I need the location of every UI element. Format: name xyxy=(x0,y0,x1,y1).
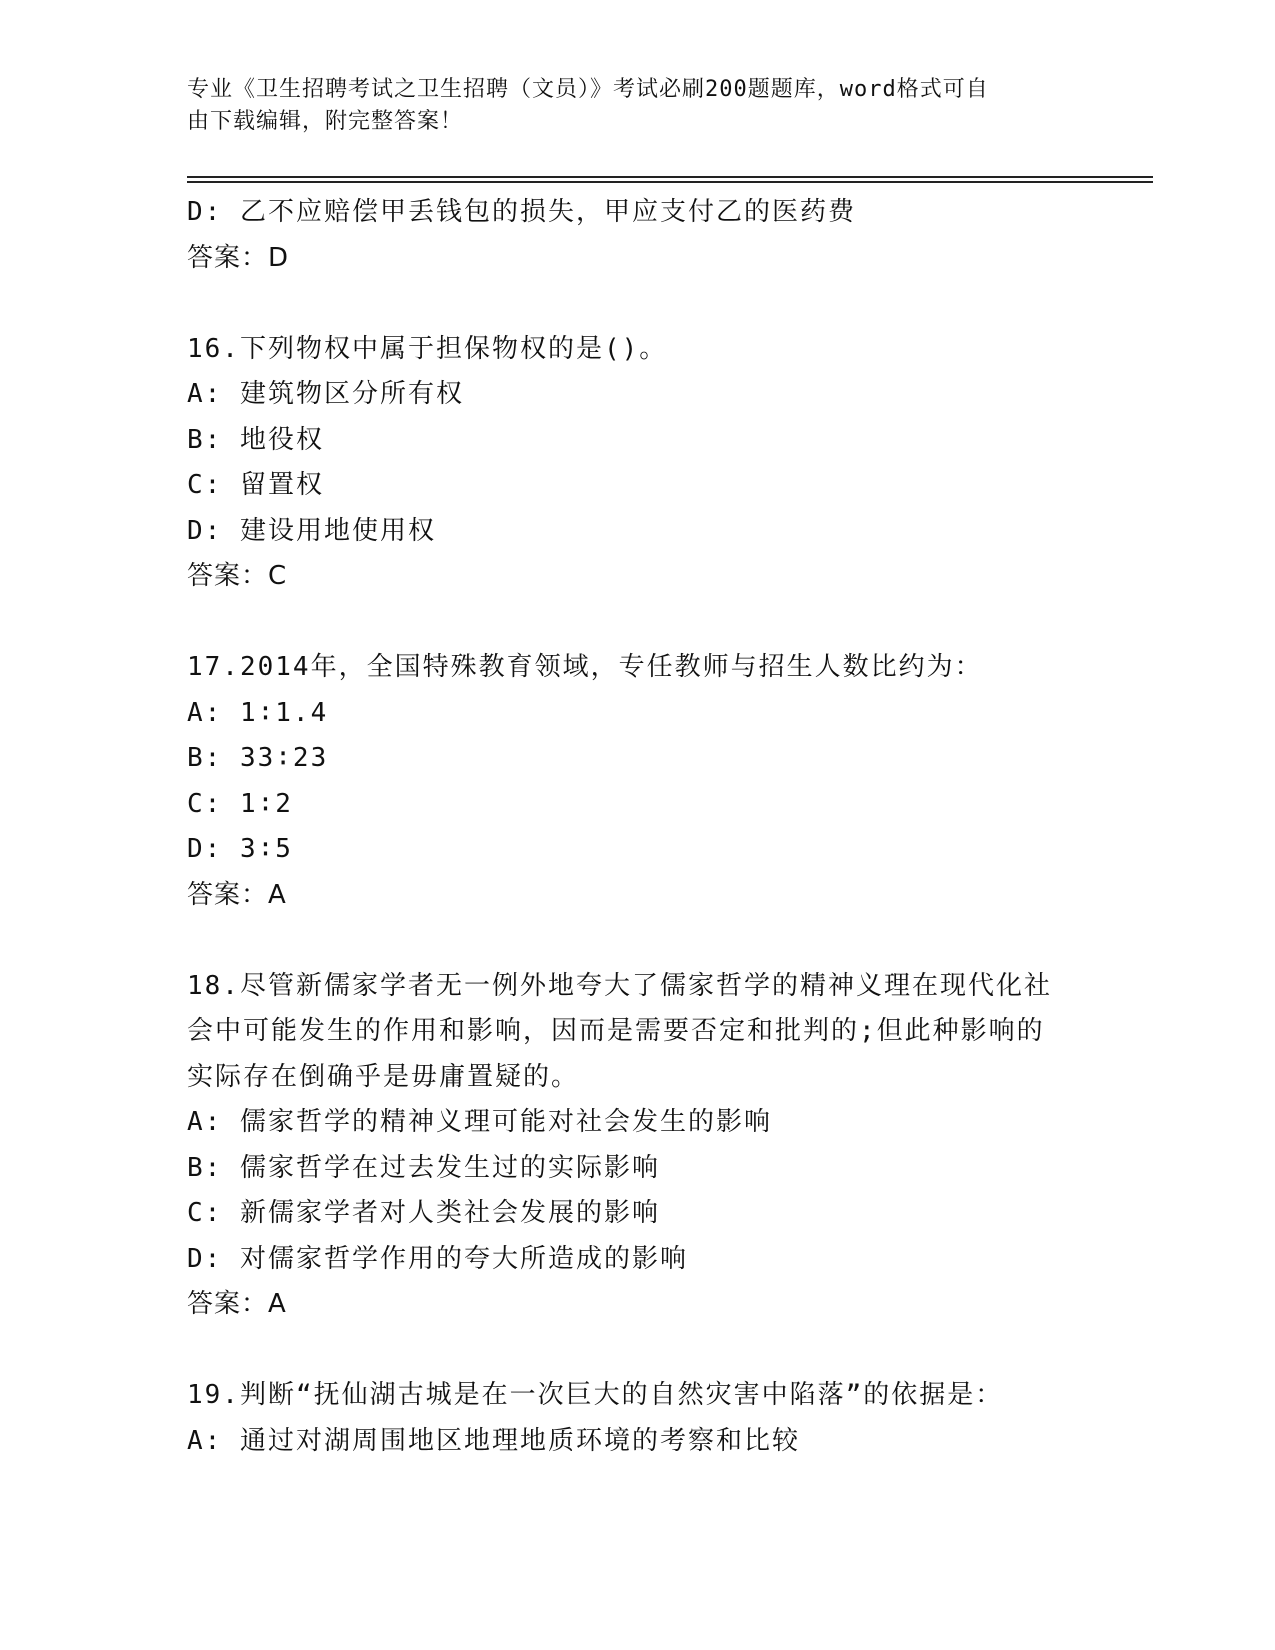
answer-line: 答案：D xyxy=(187,242,290,273)
option-d: D: 3∶5 xyxy=(187,834,293,864)
question-17 xyxy=(187,645,1087,918)
option-a: A: 1∶1.4 xyxy=(187,697,329,728)
header-divider-bottom xyxy=(187,181,1153,183)
question-stem: 19.判断“抚仙湖古城是在一次巨大的自然灾害中陷落”的依据是： xyxy=(187,1380,1004,1410)
option-b: B: 地役权 xyxy=(187,424,324,455)
header-divider-top xyxy=(187,176,1153,178)
question-stem: 16.下列物权中属于担保物权的是()。 xyxy=(187,333,668,364)
option-d: D: 对儒家哲学作用的夸大所造成的影响 xyxy=(187,1243,688,1274)
question-16 xyxy=(187,327,1087,600)
answer-line: 答案：A xyxy=(187,879,287,910)
question-18 xyxy=(187,964,1087,1328)
spacer xyxy=(187,1328,1087,1374)
spacer xyxy=(187,918,1087,964)
answer-line: 答案：A xyxy=(187,1289,287,1319)
option-c: C: 留置权 xyxy=(187,470,324,500)
option-b: B: 儒家哲学在过去发生过的实际影响 xyxy=(187,1152,660,1183)
option-d: D: 建设用地使用权 xyxy=(187,515,436,546)
question-stem-line-3: 实际存在倒确乎是毋庸置疑的。 xyxy=(187,1061,580,1092)
question-content xyxy=(187,190,1087,1464)
spacer xyxy=(187,600,1087,646)
option-c: C: 新儒家学者对人类社会发展的影响 xyxy=(187,1198,660,1228)
document-header xyxy=(187,74,1067,138)
option-c: C: 1∶2 xyxy=(187,788,293,819)
spacer xyxy=(187,281,1087,327)
answer-line: 答案：C xyxy=(187,561,288,591)
question-19 xyxy=(187,1373,1087,1464)
question-15-tail xyxy=(187,190,1087,281)
question-stem-line-1: 18.尽管新儒家学者无一例外地夸大了儒家哲学的精神义理在现代化社 xyxy=(187,970,1052,1001)
option-a: A: 儒家哲学的精神义理可能对社会发生的影响 xyxy=(187,1107,772,1137)
option-b: B: 33∶23 xyxy=(187,743,329,773)
question-stem-line-2: 会中可能发生的作用和影响，因而是需要否定和批判的;但此种影响的 xyxy=(187,1016,1045,1046)
header-line-1: 专业《卫生招聘考试之卫生招聘（文员）》考试必刷200题题库，word格式可自 xyxy=(187,77,989,102)
header-line-2: 由下载编辑，附完整答案！ xyxy=(187,109,464,134)
question-stem: 17.2014年，全国特殊教育领域，专任教师与招生人数比约为： xyxy=(187,652,983,682)
option-a: A: 建筑物区分所有权 xyxy=(187,379,464,409)
option-d: D: 乙不应赔偿甲丢钱包的损失，甲应支付乙的医药费 xyxy=(187,197,856,227)
option-a: A: 通过对湖周围地区地理地质环境的考察和比较 xyxy=(187,1425,800,1456)
